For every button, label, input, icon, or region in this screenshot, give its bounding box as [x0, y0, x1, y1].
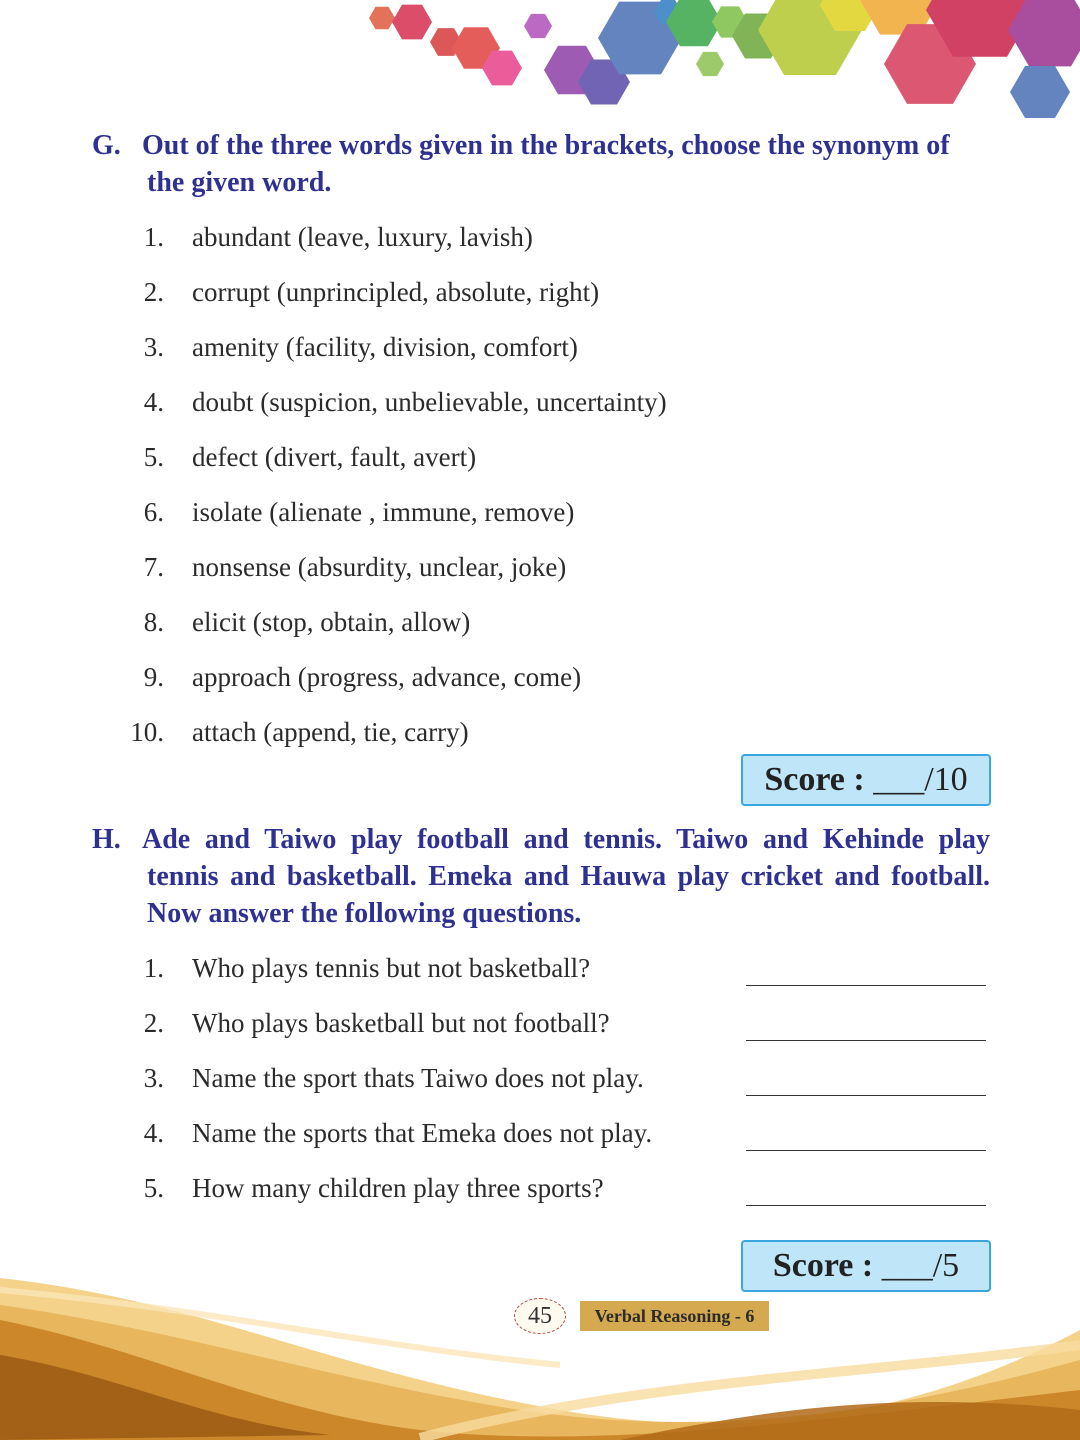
list-item — [0, 387, 1080, 442]
item-text: nonsense (absurdity, unclear, joke) — [192, 552, 567, 582]
item-number: 5. — [143, 442, 164, 472]
list-item — [0, 1173, 1080, 1228]
item-text: approach (progress, advance, come) — [192, 662, 582, 692]
item-number: 4. — [143, 387, 164, 417]
list-item — [0, 552, 1080, 607]
hexagon-decoration — [0, 0, 1080, 130]
list-item — [0, 1118, 1080, 1173]
list-item — [0, 442, 1080, 497]
score-box-g — [741, 754, 991, 806]
answer-line[interactable] — [746, 1040, 986, 1041]
item-number: 2. — [143, 1008, 164, 1038]
item-number: 7. — [143, 552, 164, 582]
item-text: How many children play three sports? — [192, 1173, 604, 1203]
item-text: attach (append, tie, carry) — [192, 717, 469, 747]
list-item — [0, 1008, 1080, 1063]
list-item — [0, 607, 1080, 662]
item-text: Name the sport thats Taiwo does not play. — [192, 1063, 644, 1093]
section-h-letter: H. — [92, 824, 121, 855]
item-text: corrupt (unprincipled, absolute, right) — [192, 277, 600, 307]
item-number: 4. — [143, 1118, 164, 1148]
section-g-list — [0, 222, 1080, 772]
item-text: Who plays basketball but not football? — [192, 1008, 610, 1038]
list-item — [0, 332, 1080, 387]
list-item — [0, 1063, 1080, 1118]
item-number: 9. — [143, 662, 164, 692]
score-value: ___/10 — [873, 761, 968, 798]
item-number: 6. — [143, 497, 164, 527]
item-number: 10. — [130, 717, 164, 747]
item-number: 2. — [143, 277, 164, 307]
list-item — [0, 277, 1080, 332]
score-box-h — [741, 1240, 991, 1292]
section-g-instruction: Out of the three words given in the brackets, choose the synonym of the given word. — [142, 130, 950, 198]
item-text: amenity (facility, division, comfort) — [192, 332, 578, 362]
item-number: 8. — [143, 607, 164, 637]
item-number: 1. — [143, 222, 164, 252]
score-label: Score : — [772, 1247, 874, 1284]
list-item — [0, 953, 1080, 1008]
item-text: defect (divert, fault, avert) — [192, 442, 477, 472]
item-number: 3. — [143, 1063, 164, 1093]
section-h-heading — [92, 821, 990, 932]
item-text: Name the sports that Emeka does not play. — [192, 1118, 653, 1148]
answer-line[interactable] — [746, 1095, 986, 1096]
item-text: isolate (alienate , immune, remove) — [192, 497, 575, 527]
list-item — [0, 662, 1080, 717]
item-text: elicit (stop, obtain, allow) — [192, 607, 471, 637]
answer-line[interactable] — [746, 1150, 986, 1151]
book-title-tag: Verbal Reasoning - 6 — [580, 1301, 769, 1331]
item-text: Who plays tennis but not basketball? — [192, 953, 591, 983]
list-item — [0, 222, 1080, 277]
section-h-list — [0, 953, 1080, 1228]
section-g-heading — [92, 127, 990, 201]
item-number: 3. — [143, 332, 164, 362]
item-number: 1. — [143, 953, 164, 983]
answer-line[interactable] — [746, 1205, 986, 1206]
section-h-instruction: Ade and Taiwo play football and tennis. Taiwo and Kehinde play tennis and basketball. Emeka and Hauwa play cricket and football. Now answer the following questions. — [142, 824, 990, 929]
section-g-letter: G. — [92, 130, 121, 161]
score-label: Score : — [764, 761, 865, 798]
item-text: abundant (leave, luxury, lavish) — [192, 222, 533, 252]
answer-line[interactable] — [746, 985, 986, 986]
item-number: 5. — [143, 1173, 164, 1203]
item-text: doubt (suspicion, unbelievable, uncertainty) — [192, 387, 667, 417]
score-value: ___/5 — [881, 1247, 960, 1284]
page-number: 45 — [514, 1298, 566, 1334]
list-item — [0, 497, 1080, 552]
